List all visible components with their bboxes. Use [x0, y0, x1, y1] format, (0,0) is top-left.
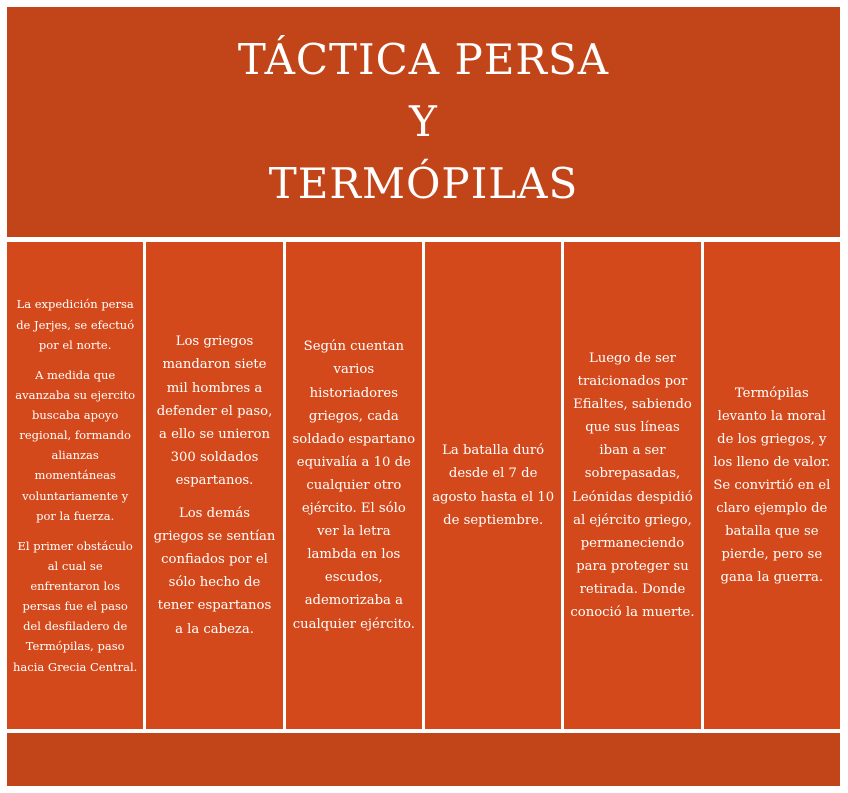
- column-3-paragraph-1: Según cuentan varios historiadores griegos, cada soldado espartano equivalía a 10 de cualquier otro ejército. El sólo ver la letra lambda en los escudos, ademorizaba a cualquier ejército.: [292, 339, 416, 632]
- column-4-paragraph-1: La batalla duró desde el 7 de agosto hasta el 10 de septiembre.: [432, 443, 555, 528]
- content-columns: [7, 242, 840, 729]
- column-1-paragraph-2: A medida que avanzaba su ejercito buscaba apoyo regional, formando alianzas momentáneas voluntariamente y por la fuerza.: [15, 367, 136, 523]
- column-4: [425, 242, 561, 729]
- column-1-paragraph-1: La expedición persa de Jerjes, se efectuó por el norte.: [16, 297, 135, 352]
- column-2: [146, 242, 282, 729]
- title-line-3: TERMÓPILAS: [268, 159, 579, 208]
- title-line-1: TÁCTICA PERSA: [237, 35, 610, 84]
- column-1-paragraph-3: El primer obstáculo al cual se enfrentaron los persas fue el paso del desfiladero de Termópilas, paso hacia Grecia Central.: [13, 538, 138, 674]
- column-1: [7, 242, 143, 729]
- footer-band: [7, 733, 840, 786]
- column-3: [286, 242, 422, 729]
- column-6: [704, 242, 840, 729]
- title-banner: [7, 7, 840, 237]
- column-5-paragraph-1: Luego de ser traicionados por Efialtes, sabiendo que sus líneas iban a ser sobrepasadas, Leónidas despidió al ejército griego, permaneciendo para proteger su retirada. Donde conoció la muerte.: [570, 350, 695, 620]
- column-6-paragraph-1: Termópilas levanto la moral de los griegos, y los lleno de valor. Se convirtió en el claro ejemplo de batalla que se pierde, pero se gana la guerra.: [713, 385, 831, 586]
- column-2-paragraph-2: Los demás griegos se sentían confiados por el sólo hecho de tener espartanos a la cabeza.: [153, 506, 276, 637]
- title-line-2: Y: [409, 97, 438, 146]
- column-5: [564, 242, 700, 729]
- column-2-paragraph-1: Los griegos mandaron siete mil hombres a defender el paso, a ello se unieron 300 soldados espartanos.: [156, 334, 273, 488]
